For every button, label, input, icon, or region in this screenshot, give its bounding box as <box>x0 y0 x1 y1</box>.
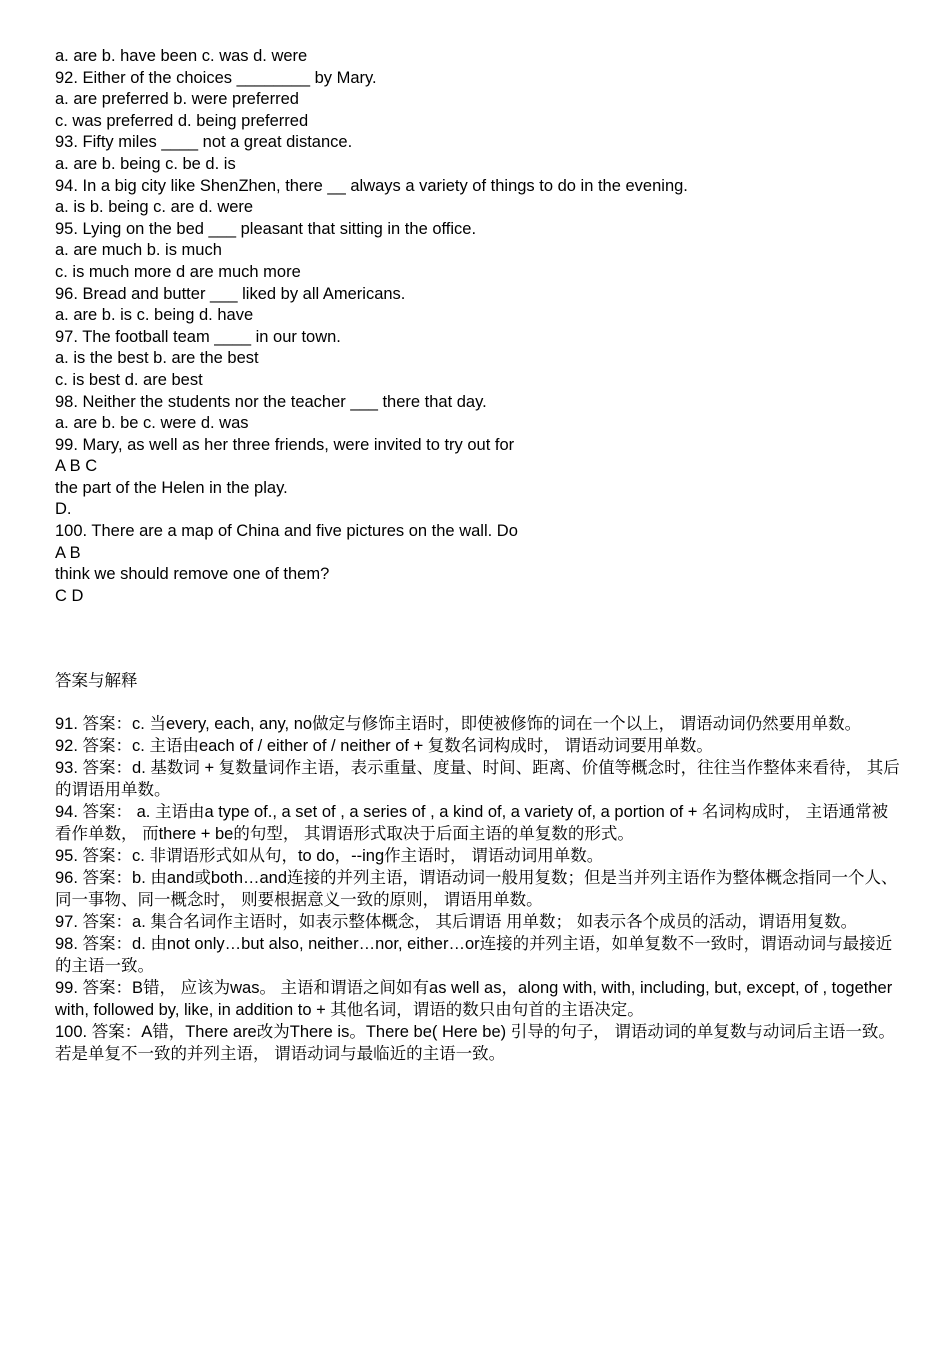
answer-item: 93. 答案：d. 基数词 + 复数量词作主语，表示重量、度量、时间、距离、价值等概念时，往往当作整体来看待， 其后的谓语用单数。 <box>55 759 900 800</box>
answer-item: 94. 答案： a. 主语由a type of., a set of , a series of , a kind of, a variety of, a portion of + 名词构成时， 主语通常被看作单数， 而there + be的句型， 其谓语形式取决于后面主语的单复数的形式。 <box>55 803 889 844</box>
question-line: 100. There are a map of China and five pictures on the wall. Do <box>55 522 518 541</box>
question-line: 93. Fifty miles ____ not a great distance. <box>55 133 353 152</box>
option-line: a. are b. is c. being d. have <box>55 306 254 325</box>
answer-item: 95. 答案：c. 非谓语形式如从句，to do，--ing作主语时， 谓语动词用单数。 <box>55 847 604 866</box>
question-line: 97. The football team ____ in our town. <box>55 327 341 346</box>
option-line: a. are much b. is much <box>55 241 222 260</box>
question-line: 96. Bread and butter ___ liked by all Americans. <box>55 284 406 303</box>
marker-line: A B C <box>55 457 98 476</box>
option-line: a. are b. be c. were d. was <box>55 414 249 433</box>
answer-item: 100. 答案：A错，There are改为There is。There be( Here be) 引导的句子， 谓语动词的单复数与动词后主语一致。若是单复不一致的并列主语， 谓语动词与最临近的主语一致。 <box>55 1023 895 1064</box>
document-page <box>55 46 905 1065</box>
marker-line: A B <box>55 543 81 562</box>
question-line: think we should remove one of them? <box>55 565 330 584</box>
section-spacer <box>55 607 905 671</box>
question-line: 99. Mary, as well as her three friends, were invited to try out for <box>55 435 515 454</box>
option-line: a. is the best b. are the best <box>55 349 259 368</box>
answer-item: 91. 答案：c. 当every, each, any, no做定与修饰主语时，即使被修饰的词在一个以上， 谓语动词仍然要用单数。 <box>55 715 862 734</box>
option-line: a. are preferred b. were preferred <box>55 90 299 109</box>
marker-line: D. <box>55 500 72 519</box>
answer-item: 96. 答案：b. 由and或both…and连接的并列主语，谓语动词一般用复数；但是当并列主语作为整体概念指同一个人、同一事物、同一概念时， 则要根据意义一致的原则， 谓语用单数。 <box>55 869 898 910</box>
option-line: c. is much more d are much more <box>55 262 301 281</box>
answer-item: 92. 答案：c. 主语由each of / either of / neither of + 复数名词构成时， 谓语动词要用单数。 <box>55 737 713 756</box>
question-line: the part of the Helen in the play. <box>55 478 288 497</box>
section-spacer <box>55 693 905 713</box>
question-line: 95. Lying on the bed ___ pleasant that sitting in the office. <box>55 219 477 238</box>
answer-item: 98. 答案：d. 由not only…but also, neither…nor, either…or连接的并列主语，如单复数不一致时，谓语动词与最接近的主语一致。 <box>55 935 893 976</box>
option-line: c. is best d. are best <box>55 370 203 389</box>
option-line: a. is b. being c. are d. were <box>55 198 254 217</box>
answer-list <box>55 713 905 1065</box>
answer-item: 97. 答案：a. 集合名词作主语时，如表示整体概念， 其后谓语 用单数； 如表示各个成员的活动，谓语用复数。 <box>55 913 858 932</box>
question-line: 92. Either of the choices ________ by Mary. <box>55 68 377 87</box>
option-line: c. was preferred d. being preferred <box>55 111 309 130</box>
question-list <box>55 46 905 607</box>
question-line: 94. In a big city like ShenZhen, there __ always a variety of things to do in the evening. <box>55 176 688 195</box>
marker-line: C D <box>55 586 84 605</box>
answer-item: 99. 答案：B错， 应该为was。 主语和谓语之间如有as well as，along with, with, including, but, except, of , together with, followed by, like, in addition to + 其他名词，谓语的数只由句首的主语决定。 <box>55 979 893 1020</box>
option-line: a. are b. being c. be d. is <box>55 154 236 173</box>
question-line: 98. Neither the students nor the teacher ___ there that day. <box>55 392 487 411</box>
option-line: a. are b. have been c. was d. were <box>55 47 308 65</box>
answers-heading: 答案与解释 <box>55 672 138 691</box>
